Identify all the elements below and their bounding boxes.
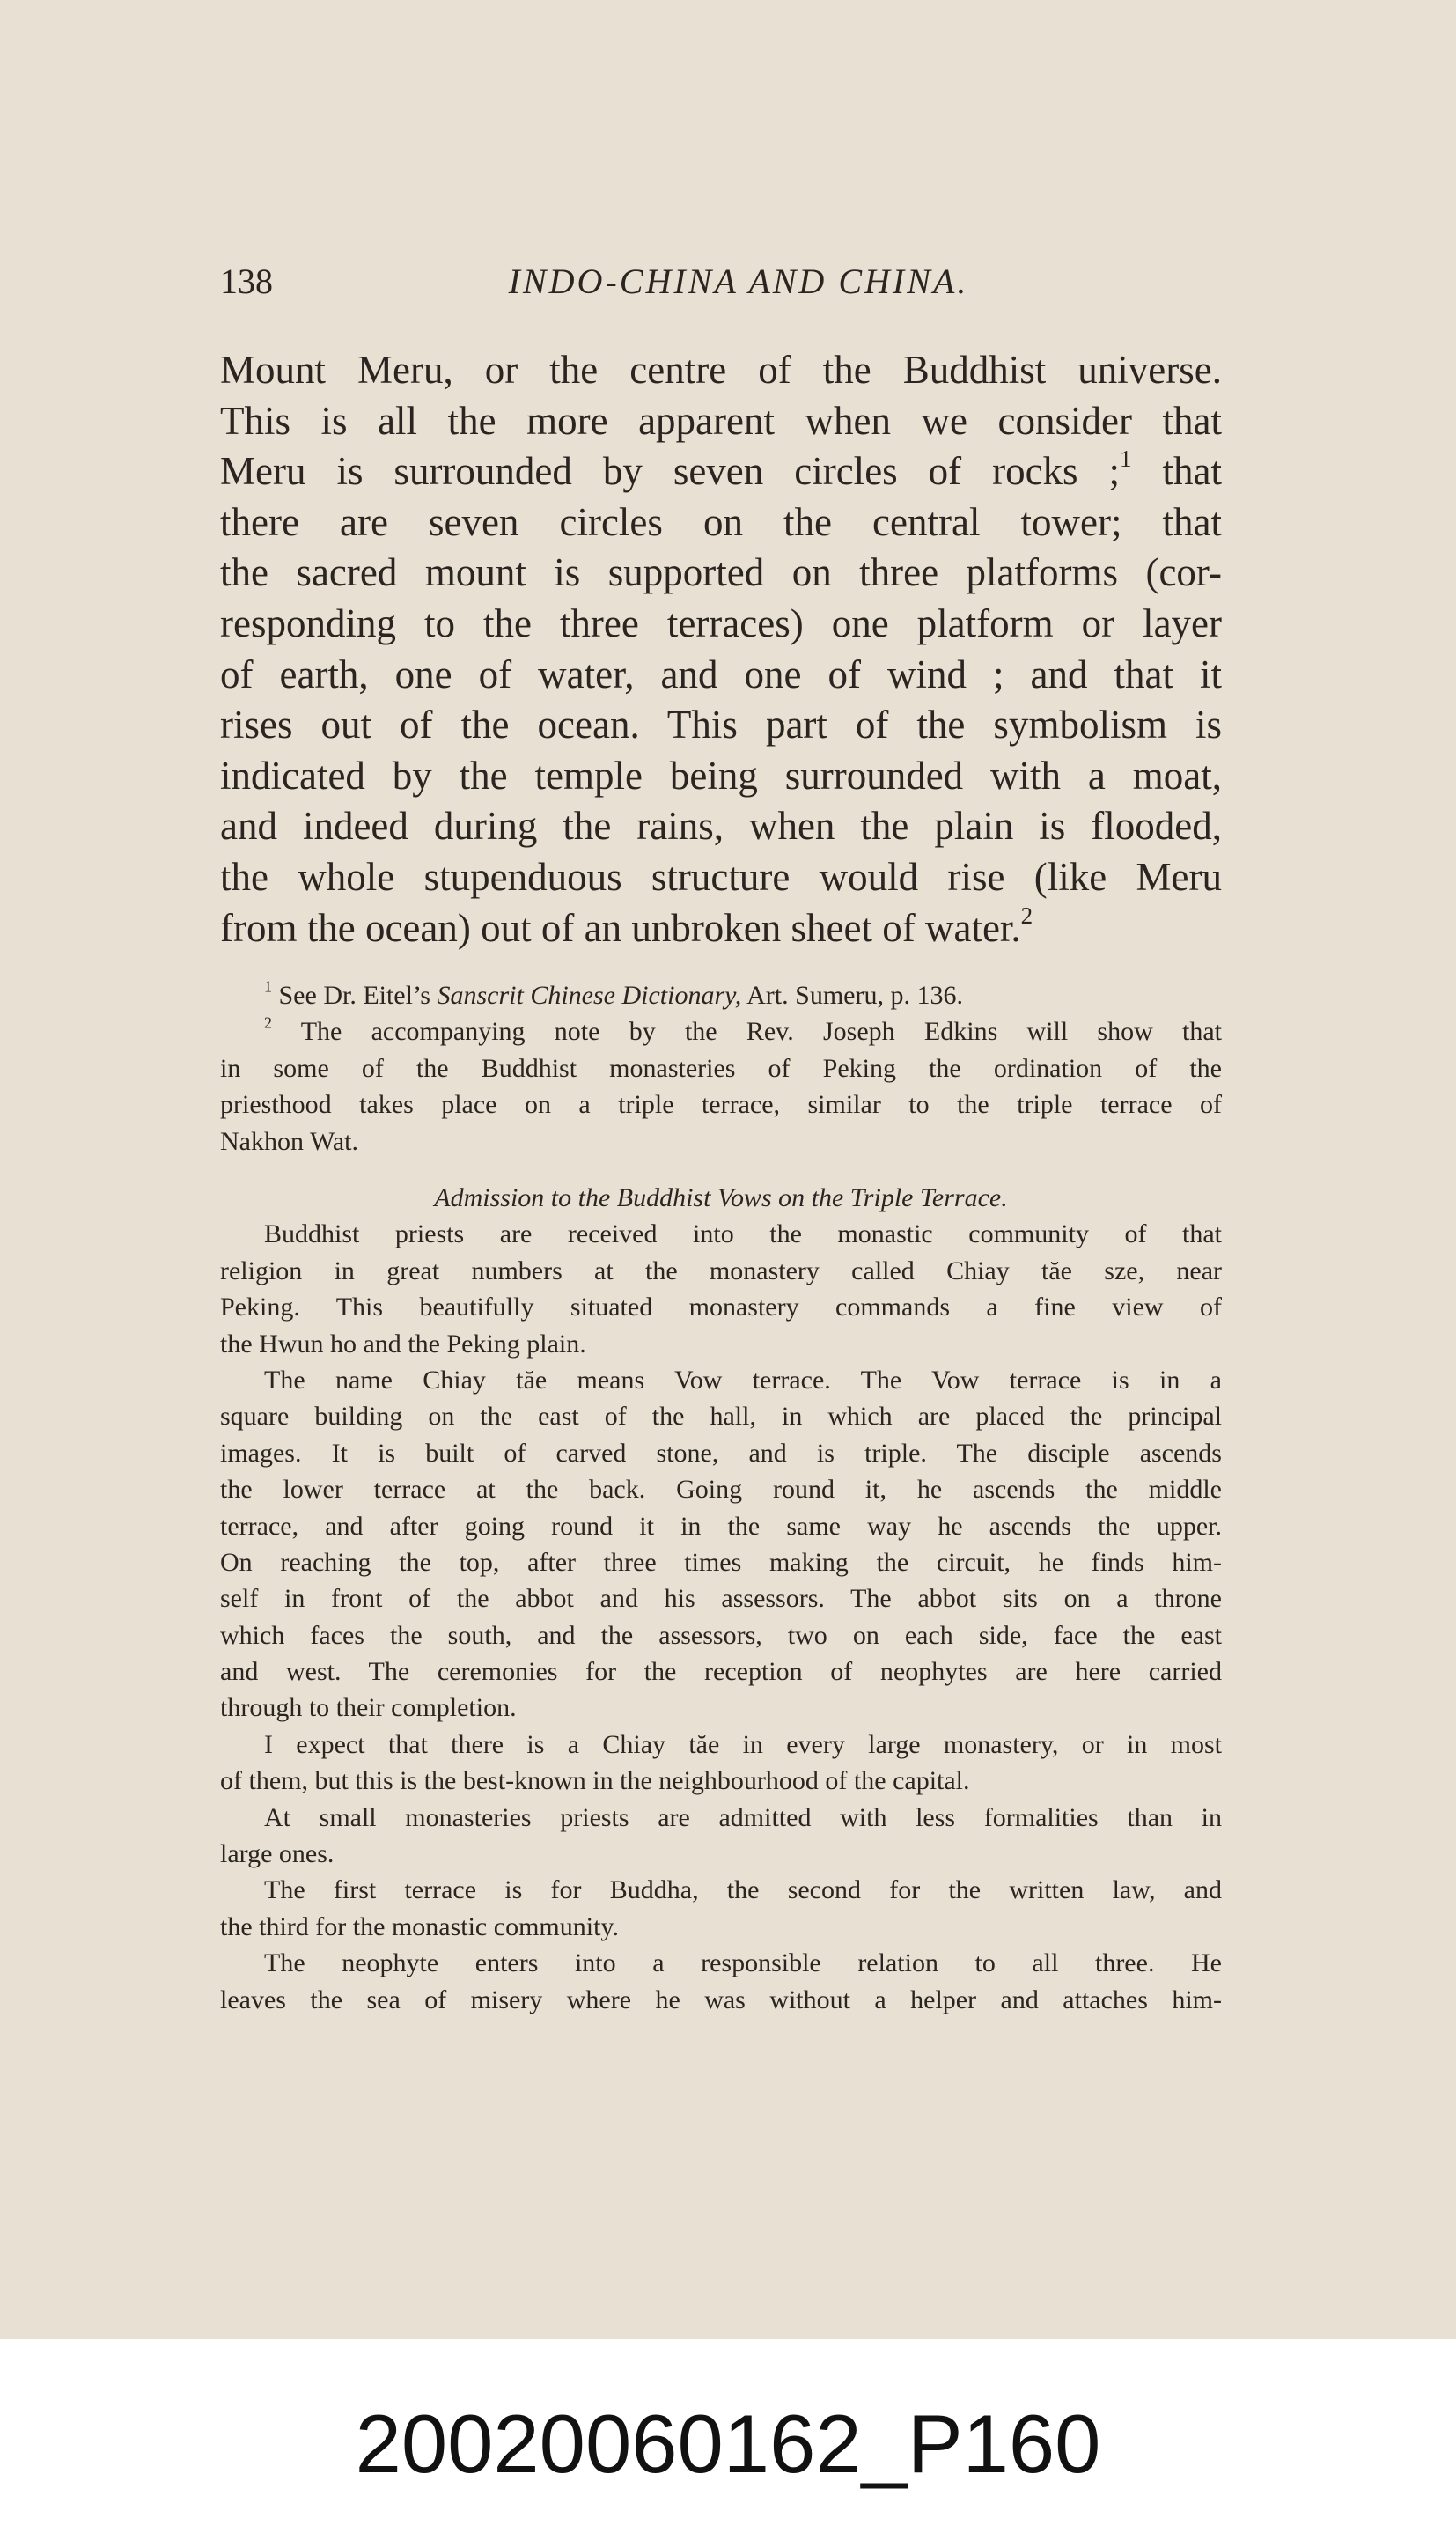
text-line: the Hwun ho and the Peking plain. bbox=[220, 1329, 586, 1359]
text-line: The name Chiay tăe means Vow terrace. The Vow terrace is in a bbox=[264, 1365, 1222, 1395]
text-line: indicated by the temple being surrounded with a moat, bbox=[220, 753, 1222, 798]
footnote-marker: 2 bbox=[264, 1013, 272, 1032]
text-line: the whole stupenduous structure would rise (like Meru bbox=[220, 854, 1222, 899]
footnote-2 bbox=[220, 1013, 1222, 1049]
text-line: of earth, one of water, and one of wind ; and that it bbox=[220, 652, 1222, 696]
text-line: the third for the monastic community. bbox=[220, 1911, 619, 1941]
note-section bbox=[220, 1180, 1222, 2018]
footnote-ref: 2 bbox=[1020, 902, 1033, 929]
text-segment: from the ocean) out of an unbroken sheet of water. bbox=[220, 905, 1021, 950]
text-line: square building on the east of the hall, in which are placed the principal bbox=[220, 1402, 1222, 1432]
text-segment: that bbox=[1131, 449, 1222, 494]
text-line: Nakhon Wat. bbox=[220, 1126, 359, 1156]
text-line: and west. The ceremonies for the reception of neophytes are here carried bbox=[220, 1657, 1222, 1687]
text-line: large ones. bbox=[220, 1839, 335, 1869]
text-line: self in front of the abbot and his assessors. The abbot sits on a throne bbox=[220, 1584, 1222, 1614]
text-line: in some of the Buddhist monasteries of Peking the ordination of the bbox=[220, 1053, 1222, 1083]
section-title: Admission to the Buddhist Vows on the Triple Terrace. bbox=[434, 1183, 1008, 1212]
text-line: there are seven circles on the central tower; that bbox=[220, 499, 1222, 544]
main-paragraph bbox=[220, 345, 1222, 954]
text-line: which faces the south, and the assessors, two on each side, face the east bbox=[220, 1620, 1222, 1650]
text-line: the lower terrace at the back. Going round it, he ascends the middle bbox=[220, 1475, 1222, 1505]
text-line: Mount Meru, or the centre of the Buddhist universe. bbox=[220, 348, 1222, 392]
text-line: through to their completion. bbox=[220, 1693, 517, 1723]
text-line: I expect that there is a Chiay tăe in every large monastery, or in most bbox=[264, 1729, 1222, 1759]
page-header bbox=[220, 261, 1222, 305]
running-title: INDO-CHINA AND CHINA. bbox=[508, 261, 969, 301]
text-line: rises out of the ocean. This part of the symbolism is bbox=[220, 703, 1222, 747]
text-line: religion in great numbers at the monastery called Chiay tăe sze, near bbox=[220, 1256, 1222, 1285]
text-line: This is all the more apparent when we consider that bbox=[220, 398, 1222, 443]
text-segment: The accompanying note by the Rev. Joseph Edkins will show that bbox=[272, 1017, 1222, 1047]
text-line: The neophyte enters into a responsible relation to all three. He bbox=[264, 1948, 1222, 1978]
text-line: On reaching the top, after three times making the circuit, he finds him- bbox=[220, 1547, 1222, 1577]
text-segment: Meru is surrounded by seven circles of rocks ; bbox=[220, 449, 1121, 494]
footnote-marker: 1 bbox=[264, 977, 272, 996]
text-line: terrace, and after going round it in the same way he ascends the upper. bbox=[220, 1511, 1222, 1541]
text-line: The first terrace is for Buddha, the second for the written law, and bbox=[264, 1875, 1222, 1905]
footnote-1 bbox=[220, 977, 1222, 1013]
book-title: Sanscrit Chinese Dictionary, bbox=[437, 981, 742, 1010]
text-line: images. It is built of carved stone, and is triple. The disciple ascends bbox=[220, 1438, 1222, 1468]
text-segment: See Dr. Eitel’s bbox=[272, 981, 438, 1010]
text-line: Buddhist priests are received into the monastic community of that bbox=[264, 1219, 1222, 1249]
text-line bbox=[220, 446, 1222, 497]
text-line: priesthood takes place on a triple terrace, similar to the triple terrace of bbox=[220, 1090, 1222, 1120]
text-line: Peking. This beautifully situated monastery commands a fine view of bbox=[220, 1292, 1222, 1322]
text-line: leaves the sea of misery where he was without a helper and attaches him- bbox=[220, 1985, 1222, 2014]
text-line: of them, but this is the best-known in the neighbourhood of the capital. bbox=[220, 1766, 970, 1796]
text-segment: Art. Sumeru, p. 136. bbox=[741, 981, 963, 1010]
text-line: At small monasteries priests are admitted with less formalities than in bbox=[264, 1802, 1222, 1832]
text-line bbox=[220, 903, 1222, 954]
text-line: and indeed during the rains, when the plain is flooded, bbox=[220, 804, 1222, 849]
text-line: responding to the three terraces) one platform or layer bbox=[220, 600, 1222, 645]
footnotes bbox=[220, 977, 1222, 1160]
text-line: the sacred mount is supported on three platforms (cor- bbox=[220, 550, 1222, 595]
page-number: 138 bbox=[220, 261, 273, 301]
footnote-ref: 1 bbox=[1120, 446, 1132, 472]
catalog-id: 20020060162_P160 bbox=[0, 2339, 1456, 2548]
